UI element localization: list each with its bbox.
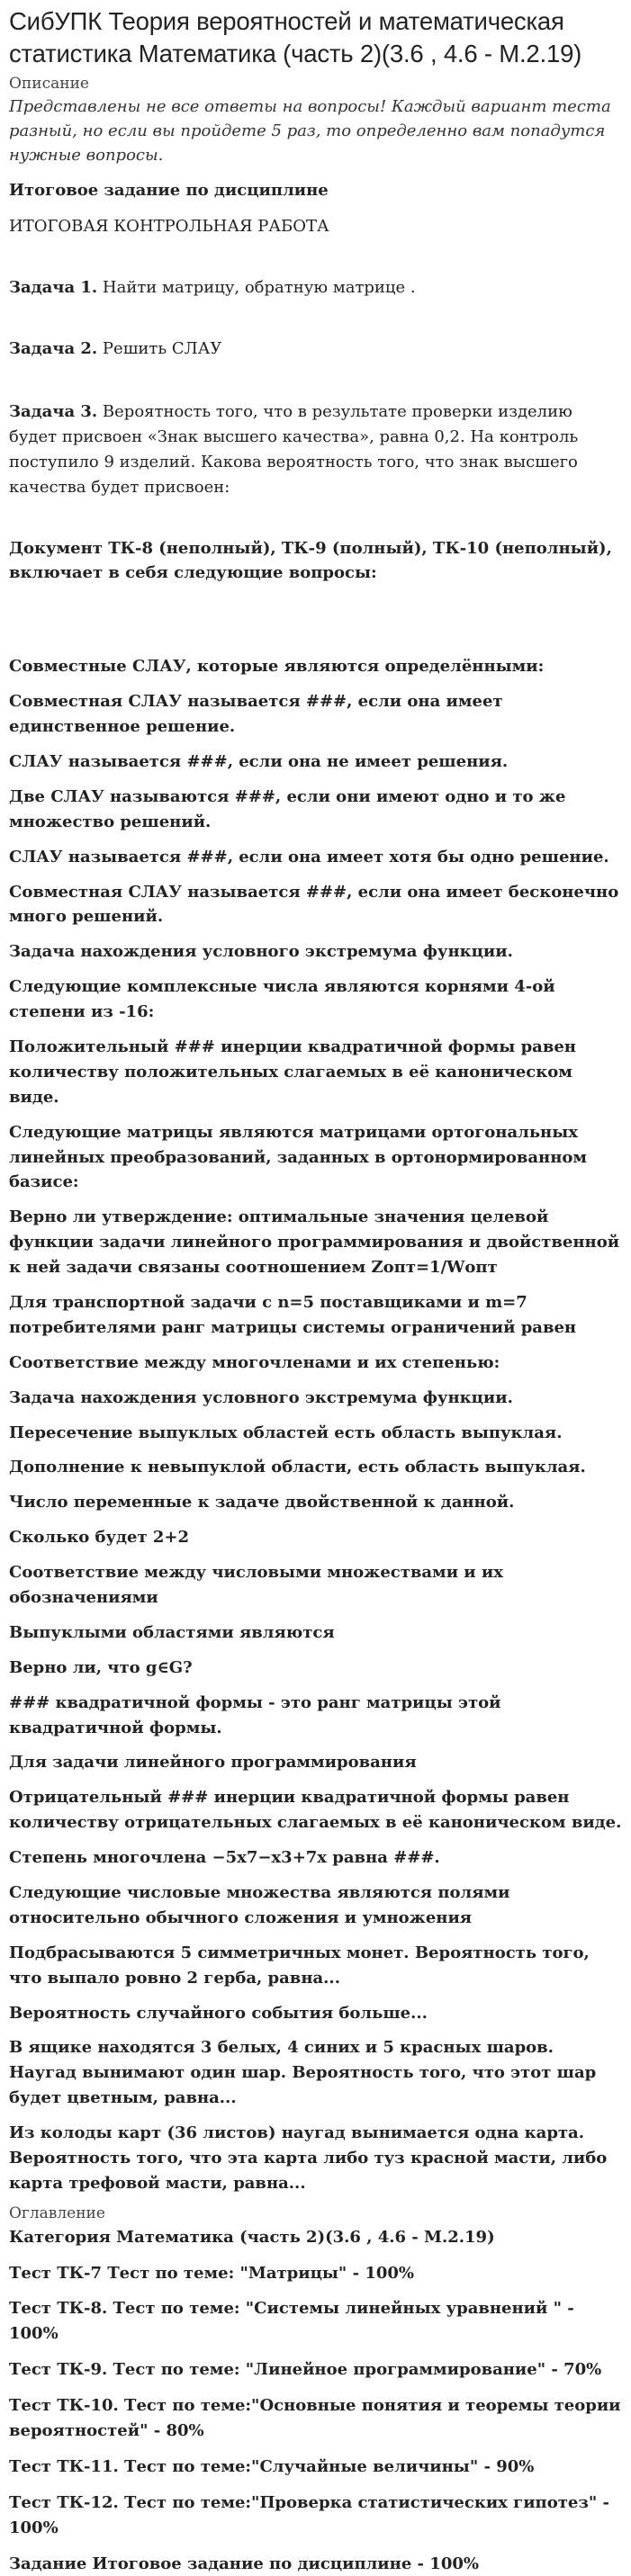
toc-link[interactable]: Тест ТК-9. Тест по теме: "Линейное программирование" - 70% xyxy=(9,2360,602,2380)
question-item: Выпуклыми областями являются xyxy=(9,1622,335,1642)
description-label: Описание xyxy=(9,74,89,93)
question-item: Совместная СЛАУ называется ###, если она имеет единственное решение. xyxy=(9,692,503,737)
question-item: Соответствие между многочленами и их степенью: xyxy=(9,1352,500,1372)
toc-link[interactable]: Тест ТК-10. Тест по теме:"Основные понятия и теоремы теории вероятностей" - 80% xyxy=(9,2396,621,2440)
question-item: СЛАУ называется ###, если она не имеет решения. xyxy=(9,751,509,771)
task-3 xyxy=(9,399,622,500)
task-1 xyxy=(9,275,622,301)
question-item: Верно ли, что g∈G? xyxy=(9,1657,193,1677)
question-item: Из колоды карт (36 листов) наугад вынимается одна карта. Вероятность того, что эта карта либо туз красной масти, либо карта трефовой масти, равна... xyxy=(9,2123,608,2193)
question-item: Число переменные к задаче двойственной к данной. xyxy=(9,1493,515,1512)
question-item: В ящике находятся 3 белых, 4 синих и 5 красных шаров. Наугад вынимают один шар. Вероятность того, что этот шар будет цветным, равна... xyxy=(9,2038,597,2108)
question-item: Соответствие между числовыми множествами и их обозначениями xyxy=(9,1563,504,1608)
final-task-heading: Итоговое задание по дисциплине xyxy=(9,181,329,201)
toc-link[interactable]: Задание Итоговое задание по дисциплине - 100% xyxy=(9,2554,479,2573)
question-item: Пересечение выпуклых областей есть область выпуклая. xyxy=(9,1423,563,1442)
question-item: Подбрасываются 5 симметричных монет. Вероятность того, что выпало ровно 2 герба, равна... xyxy=(9,1943,590,1988)
question-item: Для транспортной задачи с n=5 поставщиками и m=7 потребителями ранг матрицы системы ограничений равен xyxy=(9,1293,577,1337)
question-item: Следующие матрицы являются матрицами ортогональных линейных преобразований, заданных в ортонормированном базисе: xyxy=(9,1122,588,1192)
task-text: Найти матрицу, обратную матрице . xyxy=(97,278,416,298)
toc-link[interactable]: Тест ТК-11. Тест по теме:"Случайные величины" - 90% xyxy=(9,2456,535,2476)
question-item: Положительный ### инерции квадратичной формы равен количеству положительных слагаемых в её каноническом виде. xyxy=(9,1037,576,1107)
question-item: Две СЛАУ называются ###, если они имеют одно и то же множество решений. xyxy=(9,786,566,831)
question-item: Дополнение к невыпуклой области, есть область выпуклая. xyxy=(9,1458,586,1477)
toc-link[interactable]: Тест ТК-7 Тест по теме: "Матрицы" - 100% xyxy=(9,2263,414,2283)
question-item: Верно ли утверждение: оптимальные значения целевой функции задачи линейного программирования и двойственной к ней задачи связаны соотношением Zопт=1/Wопт xyxy=(9,1207,620,1278)
question-item: Следующие числовые множества являются полями относительно обычного сложения и умножения xyxy=(9,1883,510,1927)
question-item: Вероятность случайного события больше... xyxy=(9,2003,428,2023)
description-text: Представлены не все ответы на вопросы! Каждый вариант теста разный, но если вы пройдете 5 раз, то определенно вам попадутся нужные вопросы. xyxy=(9,97,611,166)
toc-link[interactable]: Тест ТК-12. Тест по теме:"Проверка статистических гипотез" - 100% xyxy=(9,2492,609,2537)
question-item: Для задачи линейного программирования xyxy=(9,1753,417,1773)
toc-label: Оглавление xyxy=(9,2204,105,2222)
task-text: Решить СЛАУ xyxy=(97,339,222,359)
task-2 xyxy=(9,337,622,362)
final-task-subheading: ИТОГОВАЯ КОНТРОЛЬНАЯ РАБОТА xyxy=(9,217,329,237)
question-item: Задача нахождения условного экстремума функции. xyxy=(9,1387,513,1407)
task-label: Задача 3. xyxy=(9,401,98,421)
task-label: Задача 1. xyxy=(9,278,98,298)
question-item: Задача нахождения условного экстремума функции. xyxy=(9,942,513,962)
toc-link[interactable]: Тест ТК-8. Тест по теме: "Системы линейных уравнений " - 100% xyxy=(9,2299,574,2344)
question-item: СЛАУ называется ###, если она имеет хотя бы одно решение. xyxy=(9,847,609,866)
question-item: Степень многочлена −5x7−x3+7x равна ###. xyxy=(9,1848,440,1868)
question-item: Следующие комплексные числа являются корнями 4-ой степени из -16: xyxy=(9,977,555,1022)
documents-note: Документ ТК-8 (неполный), ТК-9 (полный), ТК-10 (неполный), включает в себя следующие вопросы: xyxy=(9,538,612,583)
page-title: СибУПК Теория вероятностей и математическая статистика Математика (часть 2)(3.6 , 4.6 - М.2.19) xyxy=(9,7,582,68)
question-item: Сколько будет 2+2 xyxy=(9,1528,190,1548)
task-text: Вероятность того, что в результате проверки изделию будет присвоен «Знак высшего качества», равна 0,2. На контроль поступило 9 изделий. Какова вероятность того, что знак высшего качества будет присвоен: xyxy=(9,401,579,497)
questions-list xyxy=(9,654,622,2196)
task-label: Задача 2. xyxy=(9,339,98,359)
table-of-contents xyxy=(9,2225,622,2576)
toc-category: Категория Математика (часть 2)(3.6 , 4.6 - М.2.19) xyxy=(9,2227,495,2247)
question-item: ### квадратичной формы - это ранг матрицы этой квадратичной формы. xyxy=(9,1692,501,1737)
question-item: Совместная СЛАУ называется ###, если она имеет бесконечно много решений. xyxy=(9,882,619,927)
question-item: Отрицательный ### инерции квадратичной формы равен количеству отрицательных слагаемых в её каноническом виде. xyxy=(9,1788,622,1833)
question-item: Совместные СЛАУ, которые являются определёнными: xyxy=(9,657,545,677)
